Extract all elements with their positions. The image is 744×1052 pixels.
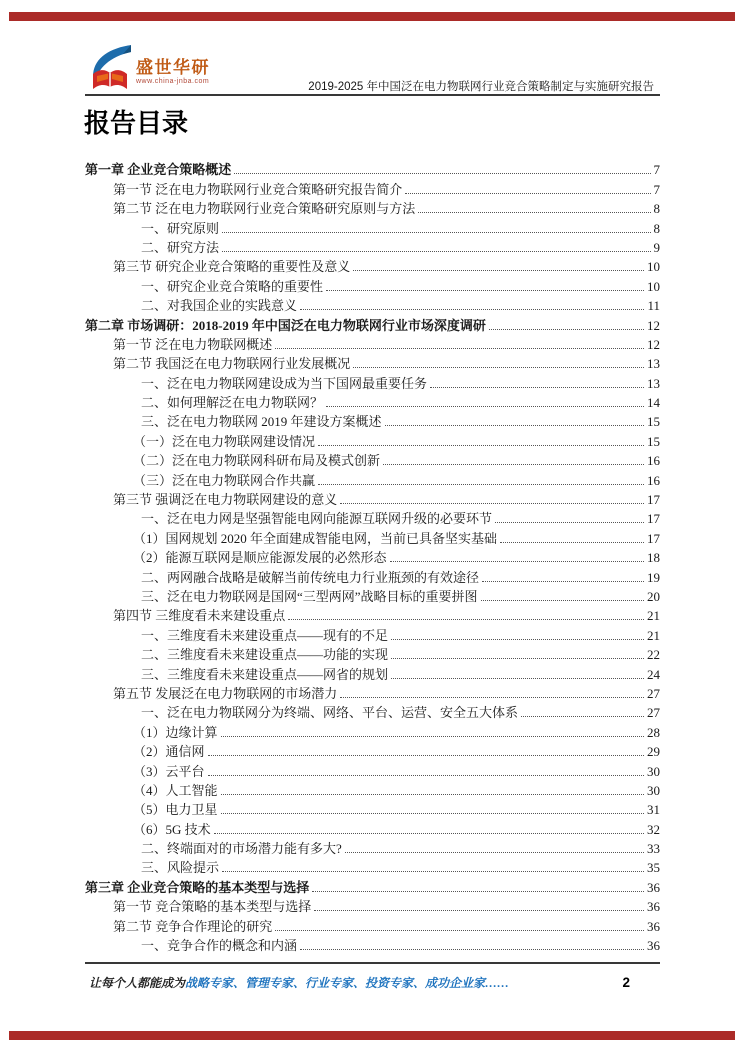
toc-entry-title: （二）泛在电力物联网科研布局及模式创新 [133,453,381,469]
toc-entry-page: 10 [647,259,660,275]
toc-entry-page: 20 [647,588,660,604]
toc-entry-title: （1）边缘计算 [133,724,218,740]
dotted-leader [318,445,644,446]
toc-entry-page: 16 [647,453,660,469]
toc-entry [85,624,660,643]
toc-entry-page: 32 [647,821,660,837]
toc-entry-page: 9 [653,239,660,255]
toc-entry [85,508,660,527]
dotted-leader [391,639,644,640]
toc-entry [85,295,660,314]
toc-entry-title: 一、研究企业竞合策略的重要性 [141,278,324,294]
dotted-leader [275,930,644,931]
toc-entry [85,547,660,566]
toc-entry [85,372,660,391]
dotted-leader [221,736,644,737]
toc-entry [85,760,660,779]
dotted-leader [208,775,644,776]
company-logo [87,44,210,96]
toc-entry [85,256,660,275]
toc-entry-title: 一、三维度看未来建设重点——现有的不足 [141,627,389,643]
toc-entry [85,935,660,954]
page-number: 2 [622,975,630,990]
dotted-leader [353,270,644,271]
toc-entry-page: 8 [653,201,660,217]
toc-entry-page: 35 [647,860,660,876]
toc-entry-page: 16 [647,472,660,488]
dotted-leader [326,406,644,407]
toc-entry [85,237,660,256]
dotted-leader [353,367,644,368]
toc-entry-title: 第三节 研究企业竞合策略的重要性及意义 [113,259,351,275]
toc-list [85,159,660,954]
logo-company-name: 盛世华研 [136,58,210,77]
dotted-leader [221,794,644,795]
toc-entry [85,334,660,353]
toc-entry-title: 第三节 强调泛在电力物联网建设的意义 [113,492,338,508]
toc-entry-title: 二、三维度看未来建设重点——功能的实现 [141,647,389,663]
dotted-leader [430,387,644,388]
toc-entry [85,527,660,546]
toc-entry-page: 7 [653,181,660,197]
toc-entry-title: 三、泛在电力物联网 2019 年建设方案概述 [141,414,382,430]
dotted-leader [495,522,644,523]
toc-entry [85,683,660,702]
dotted-leader [405,193,650,194]
dotted-leader [391,678,644,679]
toc-entry-title: 第三章 企业竞合策略的基本类型与选择 [85,879,310,895]
toc-entry-title: 第一节 竞合策略的基本类型与选择 [113,899,312,915]
dotted-leader [214,833,644,834]
footer-divider [85,962,660,964]
toc-entry-page: 19 [647,569,660,585]
toc-entry-page: 29 [647,744,660,760]
toc-entry-page: 8 [653,220,660,236]
toc-entry [85,450,660,469]
toc-entry-title: 二、对我国企业的实践意义 [141,298,298,314]
dotted-leader [385,425,644,426]
toc-entry-page: 18 [647,550,660,566]
toc-entry-title: 三、三维度看未来建设重点——网省的规划 [141,666,389,682]
toc-entry-page: 27 [647,685,660,701]
toc-entry-title: （3）云平台 [133,763,205,779]
toc-entry-page: 14 [647,395,660,411]
dotted-leader [288,619,644,620]
toc-entry-title: 二、终端面对的市场潜力能有多大? [141,841,342,857]
toc-entry-page: 33 [647,841,660,857]
dotted-leader [300,309,644,310]
toc-entry-page: 11 [647,298,660,314]
dotted-leader [300,949,644,950]
dotted-leader [314,910,644,911]
toc-entry-title: 第一节 泛在电力物联网行业竞合策略研究报告简介 [113,181,403,197]
toc-entry [85,489,660,508]
header-divider [85,94,660,96]
toc-entry-page: 36 [647,918,660,934]
footer-slogan-prefix: 让每个人都能成为 [89,976,186,990]
toc-entry [85,217,660,236]
toc-entry-page: 12 [647,336,660,352]
logo-website-url: www.china-jnba.com [136,78,210,85]
toc-entry-title: （三）泛在电力物联网合作共赢 [133,472,316,488]
toc-entry-title: 第二节 泛在电力物联网行业竞合策略研究原则与方法 [113,201,416,217]
dotted-leader [234,173,650,174]
toc-entry [85,314,660,333]
toc-entry [85,198,660,217]
toc-entry [85,780,660,799]
bottom-accent-bar [9,1031,735,1040]
dotted-leader [222,251,650,252]
toc-entry-title: 一、泛在电力网是坚强智能电网向能源互联网升级的必要环节 [141,511,493,527]
footer-slogan-highlight: 战略专家、管理专家、行业专家、投资专家、成功企业家…… [185,976,510,990]
toc-entry-page: 13 [647,375,660,391]
dotted-leader [221,813,644,814]
toc-entry-page: 27 [647,705,660,721]
dotted-leader [340,697,644,698]
toc-entry-page: 30 [647,782,660,798]
toc-entry-title: 第二节 我国泛在电力物联网行业发展概况 [113,356,351,372]
dotted-leader [500,542,644,543]
page-footer [85,974,660,991]
toc-entry-title: 二、两网融合战略是破解当前传统电力行业瓶颈的有效途径 [141,569,480,585]
toc-entry-title: 一、泛在电力物联网分为终端、网络、平台、运营、安全五大体系 [141,705,519,721]
toc-entry [85,469,660,488]
toc-entry-page: 10 [647,278,660,294]
toc-entry [85,178,660,197]
toc-entry [85,915,660,934]
toc-entry-title: （6）5G 技术 [133,821,211,837]
dotted-leader [390,561,644,562]
toc-entry [85,586,660,605]
toc-entry [85,857,660,876]
dotted-leader [326,290,644,291]
toc-entry-title: 一、泛在电力物联网建设成为当下国网最重要任务 [141,375,428,391]
toc-entry-page: 15 [647,414,660,430]
toc-entry [85,799,660,818]
toc-entry [85,566,660,585]
toc-entry-page: 7 [653,162,660,178]
toc-entry [85,663,660,682]
toc-entry [85,741,660,760]
toc-entry [85,605,660,624]
toc-entry-page: 21 [647,608,660,624]
dotted-leader [383,464,644,465]
top-accent-bar [9,12,735,21]
toc-entry [85,392,660,411]
toc-entry [85,838,660,857]
dotted-leader [222,871,644,872]
toc-entry-title: 三、风险提示 [141,860,220,876]
dotted-leader [418,212,650,213]
toc-entry-page: 17 [647,492,660,508]
dotted-leader [222,232,650,233]
toc-entry-page: 12 [647,317,660,333]
toc-entry-title: （5）电力卫星 [133,802,218,818]
dotted-leader [345,852,644,853]
report-title: 2019-2025 年中国泛在电力物联网行业竞合策略制定与实施研究报告 [308,81,654,93]
toc-entry-title: （一）泛在电力物联网建设情况 [133,433,316,449]
toc-entry-title: （2）通信网 [133,744,205,760]
toc-entry-title: 第五节 发展泛在电力物联网的市场潜力 [113,685,338,701]
toc-entry-page: 31 [647,802,660,818]
toc-entry [85,275,660,294]
toc-entry-title: 第一节 泛在电力物联网概述 [113,336,273,352]
toc-entry-title: 第四节 三维度看未来建设重点 [113,608,286,624]
toc-entry-page: 21 [647,627,660,643]
toc-entry-page: 28 [647,724,660,740]
toc-entry-title: 二、研究方法 [141,239,220,255]
toc-entry-page: 13 [647,356,660,372]
toc-entry-title: 一、竞争合作的概念和内涵 [141,938,298,954]
toc-entry [85,818,660,837]
toc-entry [85,430,660,449]
toc-entry-page: 15 [647,433,660,449]
dotted-leader [275,348,644,349]
toc-entry-page: 17 [647,530,660,546]
toc-entry-title: 第二章 市场调研：2018-2019 年中国泛在电力物联网行业市场深度调研 [85,317,486,333]
toc-entry [85,159,660,178]
toc-entry-page: 24 [647,666,660,682]
dotted-leader [340,503,644,504]
dotted-leader [391,658,644,659]
toc-entry [85,876,660,895]
toc-entry [85,353,660,372]
dotted-leader [481,600,644,601]
toc-entry-title: 一、研究原则 [141,220,220,236]
toc-entry-page: 36 [647,938,660,954]
toc-entry-title: 第二节 竞争合作理论的研究 [113,918,273,934]
toc-entry-title: 二、如何理解泛在电力物联网？ [141,395,324,411]
toc-entry-page: 22 [647,647,660,663]
toc-entry-title: （1）国网规划 2020 年全面建成智能电网，当前已具备坚实基础 [133,530,498,546]
logo-book-swoosh-icon [87,44,133,96]
toc-entry-title: 三、泛在电力物联网是国网“三型两网”战略目标的重要拼图 [141,588,478,604]
dotted-leader [312,891,644,892]
toc-entry [85,721,660,740]
dotted-leader [521,716,644,717]
toc-entry [85,411,660,430]
dotted-leader [489,329,644,330]
dotted-leader [208,755,644,756]
toc-entry-title: （2）能源互联网是顺应能源发展的必然形态 [133,550,387,566]
toc-entry-title: 第一章 企业竞合策略概述 [85,162,232,178]
toc-entry-title: （4）人工智能 [133,782,218,798]
toc-entry-page: 36 [647,899,660,915]
dotted-leader [318,484,644,485]
toc-entry-page: 17 [647,511,660,527]
toc-entry [85,644,660,663]
footer-slogan [89,974,509,991]
toc-entry [85,896,660,915]
toc-entry [85,702,660,721]
dotted-leader [482,581,644,582]
toc-entry-page: 36 [647,879,660,895]
page-title: 报告目录 [84,108,189,138]
toc-entry-page: 30 [647,763,660,779]
